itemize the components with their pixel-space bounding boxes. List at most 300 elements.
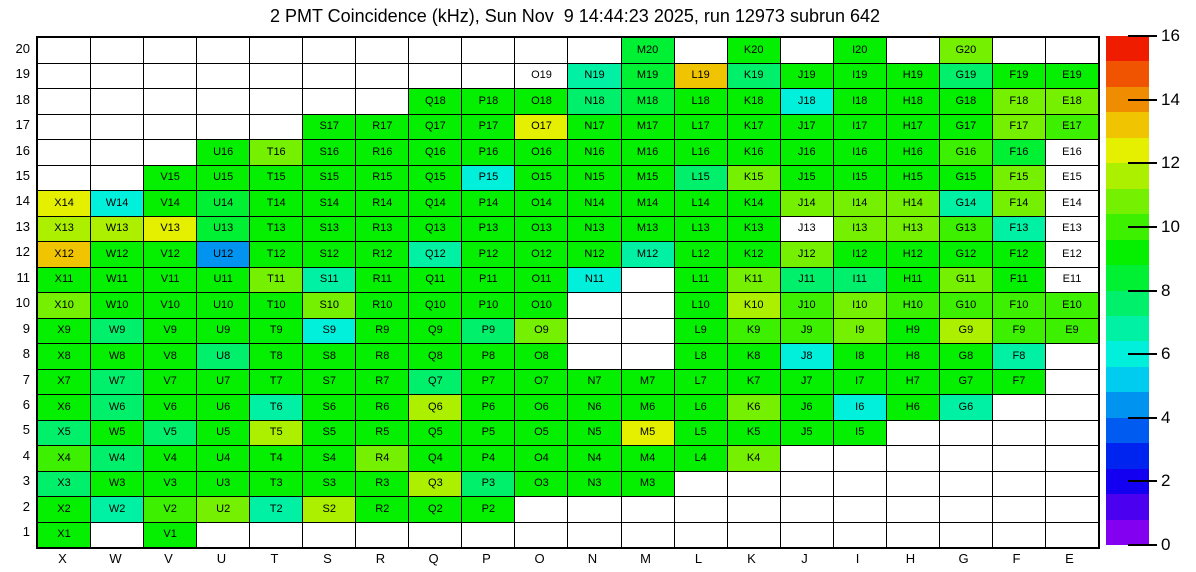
colorbar-tick-mark: [1128, 99, 1157, 101]
heatmap-cell: [993, 421, 1045, 446]
colorbar-tick-mark: [1128, 35, 1157, 37]
heatmap-cell: F7: [993, 370, 1045, 395]
heatmap-cell: U16: [197, 140, 249, 165]
heatmap-cell: F13: [993, 217, 1045, 242]
heatmap-cell: S6: [303, 395, 355, 420]
heatmap-cell: U5: [197, 421, 249, 446]
heatmap-cell: F10: [993, 293, 1045, 318]
heatmap-cell: I16: [834, 140, 886, 165]
heatmap-cell: U14: [197, 191, 249, 216]
heatmap-cell: Q9: [409, 319, 461, 344]
x-axis-tick-label: F: [1012, 551, 1021, 566]
heatmap-cell: M15: [622, 166, 674, 191]
heatmap-cell: O10: [515, 293, 567, 318]
heatmap-cell: I15: [834, 166, 886, 191]
y-axis-tick-label: 20: [15, 40, 30, 56]
heatmap-cell: R8: [356, 344, 408, 369]
heatmap-cell: [356, 89, 408, 114]
heatmap-cell: [91, 115, 143, 140]
heatmap-cell: R12: [356, 242, 408, 267]
heatmap-cell: O4: [515, 446, 567, 471]
heatmap-cell: T8: [250, 344, 302, 369]
heatmap-cell: [568, 344, 620, 369]
heatmap-cell: N17: [568, 115, 620, 140]
heatmap-cell: [250, 115, 302, 140]
heatmap-cell: O12: [515, 242, 567, 267]
heatmap-cell: M13: [622, 217, 674, 242]
heatmap-cell: R16: [356, 140, 408, 165]
heatmap-cell: H8: [887, 344, 939, 369]
heatmap-cell: [144, 38, 196, 63]
heatmap-cell: H15: [887, 166, 939, 191]
heatmap-cell: N13: [568, 217, 620, 242]
heatmap-cell: J17: [781, 115, 833, 140]
heatmap-cell: K8: [728, 344, 780, 369]
heatmap-cell: K5: [728, 421, 780, 446]
heatmap-cell: T7: [250, 370, 302, 395]
heatmap-cell: H7: [887, 370, 939, 395]
heatmap-cell: [834, 497, 886, 522]
heatmap-cell: K13: [728, 217, 780, 242]
y-axis-tick-label: 16: [15, 142, 30, 158]
heatmap-cell: I7: [834, 370, 886, 395]
heatmap-cell: [197, 89, 249, 114]
heatmap-cell: L11: [675, 268, 727, 293]
heatmap-cell: [940, 497, 992, 522]
heatmap-cell: J19: [781, 64, 833, 89]
heatmap-cell: O19: [515, 64, 567, 89]
heatmap-cell: X4: [38, 446, 90, 471]
heatmap-cell: [675, 523, 727, 548]
heatmap-cell: K14: [728, 191, 780, 216]
heatmap-cell: S7: [303, 370, 355, 395]
heatmap-cell: G6: [940, 395, 992, 420]
heatmap-cell: L13: [675, 217, 727, 242]
heatmap-cell: K6: [728, 395, 780, 420]
heatmap-cell: T9: [250, 319, 302, 344]
heatmap-cell: S8: [303, 344, 355, 369]
heatmap-cell: P13: [462, 217, 514, 242]
heatmap-cell: I10: [834, 293, 886, 318]
heatmap-cell: U3: [197, 472, 249, 497]
y-axis-tick-label: 12: [15, 244, 30, 260]
colorbar-tick-label: 10: [1161, 216, 1180, 236]
heatmap-cell: F15: [993, 166, 1045, 191]
heatmap-cell: Q10: [409, 293, 461, 318]
heatmap-cell: [622, 344, 674, 369]
heatmap-cell: G9: [940, 319, 992, 344]
colorbar-tick-label: 6: [1161, 344, 1171, 364]
heatmap-cell: V5: [144, 421, 196, 446]
heatmap-cell: E11: [1046, 268, 1098, 293]
heatmap-cell: [409, 64, 461, 89]
heatmap-cell: X5: [38, 421, 90, 446]
x-axis-tick-label: Q: [428, 551, 439, 566]
heatmap-cell: [622, 319, 674, 344]
heatmap-cell: H19: [887, 64, 939, 89]
heatmap-cell: Q15: [409, 166, 461, 191]
heatmap-cell: O16: [515, 140, 567, 165]
heatmap-cell: [887, 421, 939, 446]
heatmap-cell: U10: [197, 293, 249, 318]
heatmap-cell: T14: [250, 191, 302, 216]
heatmap-cell: [1046, 421, 1098, 446]
heatmap-cell: T10: [250, 293, 302, 318]
heatmap-cell: N12: [568, 242, 620, 267]
heatmap-cell: H17: [887, 115, 939, 140]
heatmap-cell: [38, 64, 90, 89]
heatmap-cell: [91, 140, 143, 165]
x-axis-tick-label: L: [694, 551, 703, 566]
heatmap-cell: P16: [462, 140, 514, 165]
heatmap-cell: I14: [834, 191, 886, 216]
heatmap-cell: J8: [781, 344, 833, 369]
heatmap-cell: J12: [781, 242, 833, 267]
heatmap-cell: V4: [144, 446, 196, 471]
heatmap-cell: X7: [38, 370, 90, 395]
heatmap-cell: [622, 523, 674, 548]
heatmap-cell: L8: [675, 344, 727, 369]
y-axis-tick-label: 18: [15, 91, 30, 107]
heatmap-cell: T15: [250, 166, 302, 191]
heatmap-cell: T2: [250, 497, 302, 522]
heatmap-cell: S13: [303, 217, 355, 242]
heatmap-cell: S5: [303, 421, 355, 446]
heatmap-cell: S15: [303, 166, 355, 191]
heatmap-cell: W14: [91, 191, 143, 216]
heatmap-cell: S4: [303, 446, 355, 471]
heatmap-cell: M14: [622, 191, 674, 216]
heatmap-cell: W12: [91, 242, 143, 267]
x-axis-tick-label: K: [747, 551, 756, 566]
heatmap-cell: H18: [887, 89, 939, 114]
heatmap-cell: V14: [144, 191, 196, 216]
x-axis-tick-label: U: [216, 551, 227, 566]
heatmap-cell: K7: [728, 370, 780, 395]
heatmap-cell: [197, 38, 249, 63]
heatmap-cell: [887, 446, 939, 471]
heatmap-cell: N7: [568, 370, 620, 395]
heatmap-cell: R11: [356, 268, 408, 293]
heatmap-cell: G7: [940, 370, 992, 395]
heatmap-cell: [38, 89, 90, 114]
heatmap-cell: I12: [834, 242, 886, 267]
heatmap-cell: [250, 523, 302, 548]
heatmap-cell: L14: [675, 191, 727, 216]
heatmap-cell: [675, 472, 727, 497]
heatmap-cell: X2: [38, 497, 90, 522]
heatmap-cell: [834, 472, 886, 497]
heatmap-cell: X13: [38, 217, 90, 242]
heatmap-cell: H16: [887, 140, 939, 165]
heatmap-cell: M12: [622, 242, 674, 267]
heatmap-cell: [1046, 395, 1098, 420]
heatmap-cell: P6: [462, 395, 514, 420]
heatmap-cell: [38, 140, 90, 165]
heatmap-cell: P12: [462, 242, 514, 267]
heatmap-cell: V10: [144, 293, 196, 318]
heatmap-cell: P11: [462, 268, 514, 293]
heatmap-cell: [728, 472, 780, 497]
x-axis-tick-label: N: [587, 551, 598, 566]
heatmap-cell: R15: [356, 166, 408, 191]
heatmap-cell: E9: [1046, 319, 1098, 344]
heatmap-cell: [144, 89, 196, 114]
heatmap-cell: [781, 38, 833, 63]
heatmap-cell: I5: [834, 421, 886, 446]
heatmap-cell: I13: [834, 217, 886, 242]
heatmap-cell: I11: [834, 268, 886, 293]
heatmap-cell: P8: [462, 344, 514, 369]
x-axis-tick-label: P: [482, 551, 491, 566]
heatmap-cell: N6: [568, 395, 620, 420]
heatmap-cell: P7: [462, 370, 514, 395]
heatmap-cell: W3: [91, 472, 143, 497]
heatmap-cell: L4: [675, 446, 727, 471]
heatmap-cell: U9: [197, 319, 249, 344]
heatmap-cell: [1046, 370, 1098, 395]
x-axis-tick-label: W: [109, 551, 122, 566]
y-axis-tick-label: 4: [22, 447, 30, 463]
heatmap-cell: L12: [675, 242, 727, 267]
heatmap-cell: I18: [834, 89, 886, 114]
heatmap-cell: J18: [781, 89, 833, 114]
heatmap-cell: [568, 293, 620, 318]
heatmap-cell: X3: [38, 472, 90, 497]
y-axis-tick-label: 19: [15, 66, 30, 82]
heatmap-cell: [1046, 344, 1098, 369]
heatmap-cell: [1046, 472, 1098, 497]
heatmap-cell: U15: [197, 166, 249, 191]
heatmap-cell: H12: [887, 242, 939, 267]
y-axis-tick-label: 14: [15, 193, 30, 209]
heatmap-cell: M16: [622, 140, 674, 165]
heatmap-cell: U12: [197, 242, 249, 267]
y-axis-tick-label: 15: [15, 167, 30, 183]
heatmap-cell: F9: [993, 319, 1045, 344]
heatmap-cell: [91, 38, 143, 63]
heatmap-cell: [38, 38, 90, 63]
heatmap-cell: T6: [250, 395, 302, 420]
heatmap-cell: P5: [462, 421, 514, 446]
heatmap-cell: V13: [144, 217, 196, 242]
heatmap-cell: [91, 523, 143, 548]
heatmap-cell: J14: [781, 191, 833, 216]
y-axis-tick-label: 11: [16, 269, 30, 285]
colorbar-tick-label: 14: [1161, 89, 1180, 109]
heatmap-cell: [834, 446, 886, 471]
heatmap-cell: [993, 446, 1045, 471]
heatmap-cell: O14: [515, 191, 567, 216]
heatmap-cell: G14: [940, 191, 992, 216]
heatmap-cell: R14: [356, 191, 408, 216]
heatmap-cell: S10: [303, 293, 355, 318]
heatmap-cell: H11: [887, 268, 939, 293]
heatmap-cell: [622, 268, 674, 293]
y-axis-tick-label: 10: [15, 295, 30, 311]
heatmap-cell: U8: [197, 344, 249, 369]
heatmap-cell: [303, 89, 355, 114]
x-axis: [36, 550, 1096, 568]
heatmap-cell: E10: [1046, 293, 1098, 318]
heatmap-cell: [144, 115, 196, 140]
colorbar-tick-label: 4: [1161, 407, 1171, 427]
heatmap-cell: S2: [303, 497, 355, 522]
colorbar-tick-label: 16: [1161, 26, 1180, 45]
heatmap-cell: [250, 64, 302, 89]
heatmap-cell: E13: [1046, 217, 1098, 242]
heatmap-cell: L16: [675, 140, 727, 165]
heatmap-cell: U13: [197, 217, 249, 242]
heatmap-cell: [887, 523, 939, 548]
heatmap-cell: P3: [462, 472, 514, 497]
heatmap-cell: L19: [675, 64, 727, 89]
heatmap-cell: [462, 38, 514, 63]
heatmap-cell: I19: [834, 64, 886, 89]
heatmap-cell: Q6: [409, 395, 461, 420]
heatmap-cell: [356, 523, 408, 548]
heatmap-cell: [515, 523, 567, 548]
heatmap-cell: X1: [38, 523, 90, 548]
heatmap-cell: K9: [728, 319, 780, 344]
heatmap-cell: I20: [834, 38, 886, 63]
heatmap-cell: [409, 523, 461, 548]
heatmap-cell: K11: [728, 268, 780, 293]
heatmap-cell: M6: [622, 395, 674, 420]
heatmap-cell: N15: [568, 166, 620, 191]
heatmap-cell: E12: [1046, 242, 1098, 267]
heatmap-cell: O3: [515, 472, 567, 497]
heatmap-cell: J15: [781, 166, 833, 191]
heatmap-cell: F11: [993, 268, 1045, 293]
x-axis-tick-label: E: [1065, 551, 1074, 566]
heatmap-cell: [356, 64, 408, 89]
heatmap-cell: Q2: [409, 497, 461, 522]
heatmap-cell: F18: [993, 89, 1045, 114]
y-axis-tick-label: 8: [22, 346, 30, 362]
colorbar-tick-mark: [1128, 417, 1157, 419]
heatmap-cell: W13: [91, 217, 143, 242]
heatmap-cell: I6: [834, 395, 886, 420]
heatmap-cell: [303, 38, 355, 63]
colorbar-tick-mark: [1128, 544, 1157, 546]
colorbar-tick-mark: [1128, 226, 1157, 228]
heatmap-cell: [887, 497, 939, 522]
heatmap-cell: S11: [303, 268, 355, 293]
heatmap-cell: P4: [462, 446, 514, 471]
heatmap-cell: S3: [303, 472, 355, 497]
heatmap-cell: [993, 497, 1045, 522]
heatmap-cell: L5: [675, 421, 727, 446]
colorbar-tick-mark: [1128, 353, 1157, 355]
heatmap-cell: V11: [144, 268, 196, 293]
heatmap-cell: Q13: [409, 217, 461, 242]
heatmap-cell: Q4: [409, 446, 461, 471]
x-axis-tick-label: H: [905, 551, 916, 566]
heatmap-cell: [303, 64, 355, 89]
heatmap-cell: O5: [515, 421, 567, 446]
heatmap-cell: P17: [462, 115, 514, 140]
heatmap-cell: O9: [515, 319, 567, 344]
heatmap-cell: [515, 497, 567, 522]
x-axis-tick-label: T: [270, 551, 279, 566]
heatmap-cell: L9: [675, 319, 727, 344]
heatmap-cell: [568, 523, 620, 548]
heatmap-cell: T4: [250, 446, 302, 471]
heatmap-cell: [781, 497, 833, 522]
heatmap-cell: M19: [622, 64, 674, 89]
heatmap-cell: [940, 472, 992, 497]
heatmap-cell: V3: [144, 472, 196, 497]
heatmap-cell: N19: [568, 64, 620, 89]
heatmap-cell: G10: [940, 293, 992, 318]
colorbar-tick-label: 2: [1161, 471, 1171, 491]
heatmap-cell: O8: [515, 344, 567, 369]
chart-title: 2 PMT Coincidence (kHz), Sun Nov 9 14:44:23 2025, run 12973 subrun 642: [269, 6, 881, 26]
x-axis-tick-label: R: [375, 551, 386, 566]
x-axis-tick-label: O: [534, 551, 545, 566]
heatmap-cell: V8: [144, 344, 196, 369]
heatmap-cell: S16: [303, 140, 355, 165]
heatmap-cell: W4: [91, 446, 143, 471]
heatmap-cell: N14: [568, 191, 620, 216]
heatmap-cell: [940, 446, 992, 471]
x-axis-tick-label: G: [958, 551, 969, 566]
heatmap-cell: Q8: [409, 344, 461, 369]
heatmap-cell: J11: [781, 268, 833, 293]
heatmap-cell: P15: [462, 166, 514, 191]
heatmap-cell: [515, 38, 567, 63]
colorbar-tick-label: 0: [1161, 535, 1171, 554]
x-axis-tick-label: V: [164, 551, 173, 566]
heatmap-cell: F16: [993, 140, 1045, 165]
heatmap-cell: T11: [250, 268, 302, 293]
heatmap-cell: Q18: [409, 89, 461, 114]
heatmap-cell: U6: [197, 395, 249, 420]
heatmap-cell: [197, 64, 249, 89]
heatmap-cell: J16: [781, 140, 833, 165]
heatmap-cell: [622, 497, 674, 522]
heatmap-cell: G18: [940, 89, 992, 114]
heatmap-cell: R17: [356, 115, 408, 140]
heatmap-cell: [197, 115, 249, 140]
heatmap-cell: M17: [622, 115, 674, 140]
y-axis-tick-label: 5: [22, 422, 30, 438]
heatmap-cell: M7: [622, 370, 674, 395]
heatmap-cell: V15: [144, 166, 196, 191]
heatmap-cell: [675, 497, 727, 522]
heatmap-cell: K20: [728, 38, 780, 63]
heatmap-cell: W9: [91, 319, 143, 344]
heatmap-cell: [781, 472, 833, 497]
heatmap-cell: N18: [568, 89, 620, 114]
heatmap-cell: X11: [38, 268, 90, 293]
heatmap-cell: L15: [675, 166, 727, 191]
heatmap-cell: [781, 446, 833, 471]
heatmap-cell: L18: [675, 89, 727, 114]
heatmap-cell: K15: [728, 166, 780, 191]
heatmap-cell: [356, 38, 408, 63]
heatmap-cell: X10: [38, 293, 90, 318]
heatmap-cell: E19: [1046, 64, 1098, 89]
heatmap-cell: S14: [303, 191, 355, 216]
heatmap-cell: W6: [91, 395, 143, 420]
heatmap-cell: L6: [675, 395, 727, 420]
heatmap-cell: [568, 319, 620, 344]
heatmap-cell: R4: [356, 446, 408, 471]
heatmap-cell: R6: [356, 395, 408, 420]
heatmap-cell: [250, 38, 302, 63]
